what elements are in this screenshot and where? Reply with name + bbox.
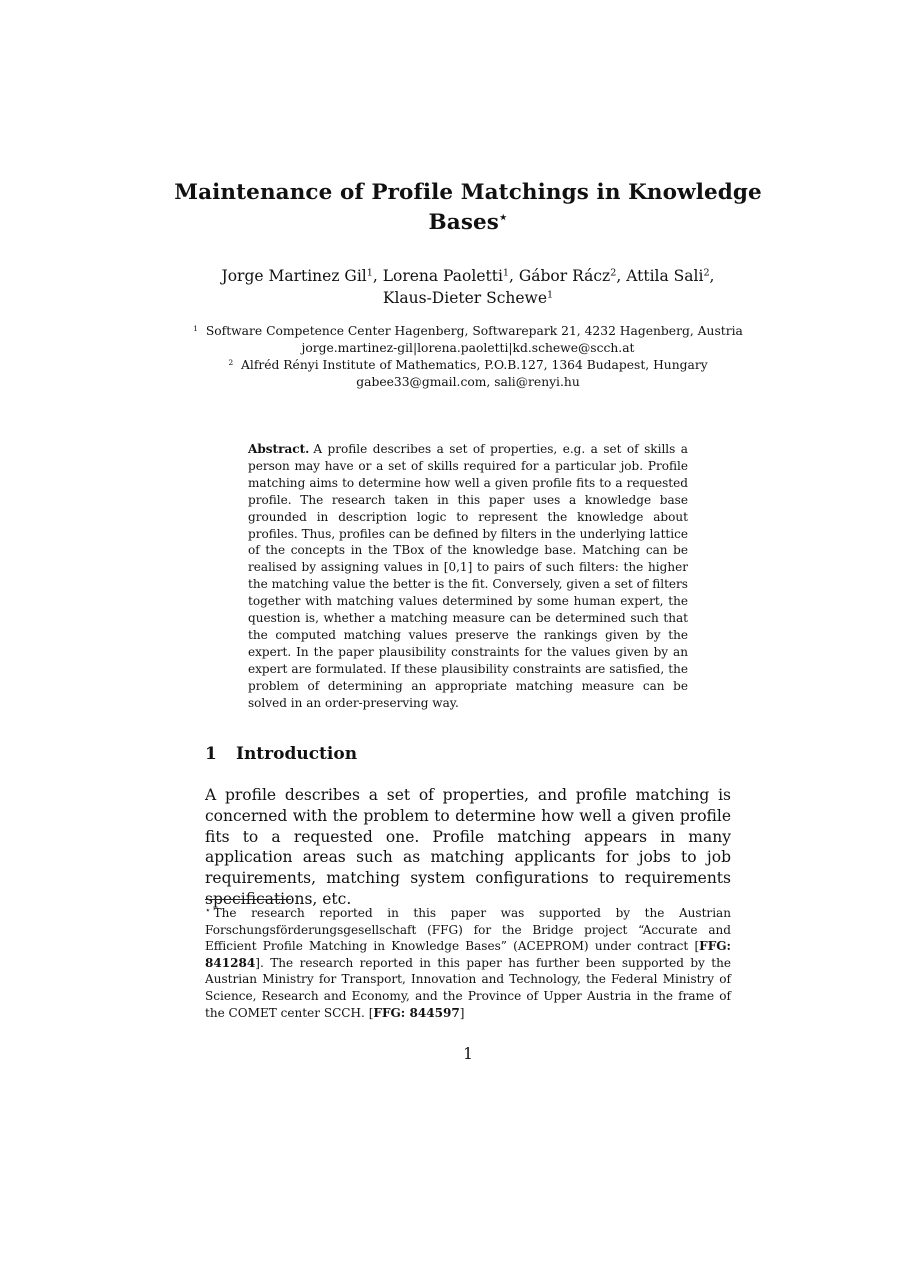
affiliation-2 [150, 357, 786, 391]
paper-title-text: Maintenance of Profile Matchings in Knowledge Bases [174, 180, 762, 235]
page-number: 1 [463, 1045, 473, 1063]
footnote: ⋆ The research reported in this paper was supported by the Austrian Forschungsförderungsgesellschaft (FFG) for the Bridge project “Accurate and Efficient Profile Matching in Knowledge Bases” (ACEPROM) under contract [FFG: 841284]. The research reported in this paper has further been supported by the Austrian Ministry for Transport, Innovation and Technology, the Federal Ministry of Science, Research and Economy, and the Province of Upper Austria in the frame of the COMET center SCCH. [FFG: 844597] [205, 906, 731, 1020]
footnote-rule [205, 899, 291, 900]
section-title: Introduction [236, 744, 358, 764]
footnote-mark: ⋆ [205, 906, 211, 916]
affiliation-email: jorge.martinez-gil|lorena.paoletti|kd.schewe@scch.at [301, 341, 635, 355]
affiliation-institution: $^1$ Software Competence Center Hagenberg, Softwarepark 21, 4232 Hagenberg, Austria [193, 323, 743, 338]
author: Attila Sali$^2$, [626, 267, 715, 285]
author-list [150, 265, 786, 309]
intro-paragraph: A profile describes a set of properties, and profile matching is concerned with the problem to determine how well a given profile fits to a requested one. Profile matching appears in many application areas such as matching applicants for jobs to job requirements, matching system configurations to requirements specifications, etc. [205, 786, 731, 908]
affiliation-institution: $^2$ Alfréd Rényi Institute of Mathematics, P.O.B.127, 1364 Budapest, Hungary [228, 357, 708, 372]
abstract-text: A profile describes a set of properties, e.g. a set of skills a person may have or a set of skills required for a particular job. Profile matching aims to determine how well a given profile fits to a requested profile. The research taken in this paper uses a knowledge base grounded in description logic to represent the knowledge about profiles. Thus, profiles can be defined by filters in the underlying lattice of the concepts in the TBox of the knowledge base. Matching can be realised by assigning values in [0,1] to pairs of such filters: the higher the matching value the better is the fit. Conversely, given a set of filters together with matching values determined by some human expert, the question is, whether a matching measure can be determined such that the computed matching values preserve the rankings given by the expert. In the paper plausibility constraints for the values given by an expert are formulated. If these plausibility constraints are satisfied, the problem of determining an appropriate matching measure can be solved in an order-preserving way. [248, 442, 688, 710]
author: Gábor Rácz$^2$, [518, 267, 627, 285]
affiliation-1 [150, 323, 786, 357]
title-footnote-mark: ⋆ [499, 209, 508, 226]
author: Klaus-Dieter Schewe$^1$ [382, 289, 554, 307]
abstract [248, 441, 688, 712]
section-heading [205, 742, 357, 766]
contract-number: FFG: 844597 [373, 1005, 460, 1020]
abstract-label: Abstract. [248, 442, 310, 456]
contract-number: FFG: 841284 [205, 939, 731, 970]
affiliation-email: gabee33@gmail.com, sali@renyi.hu [356, 375, 580, 389]
author: Lorena Paoletti$^1$, [382, 267, 519, 285]
section-number: 1 [205, 744, 217, 764]
author: Jorge Martinez Gil$^1$, [221, 267, 383, 285]
paper-title [150, 178, 786, 238]
